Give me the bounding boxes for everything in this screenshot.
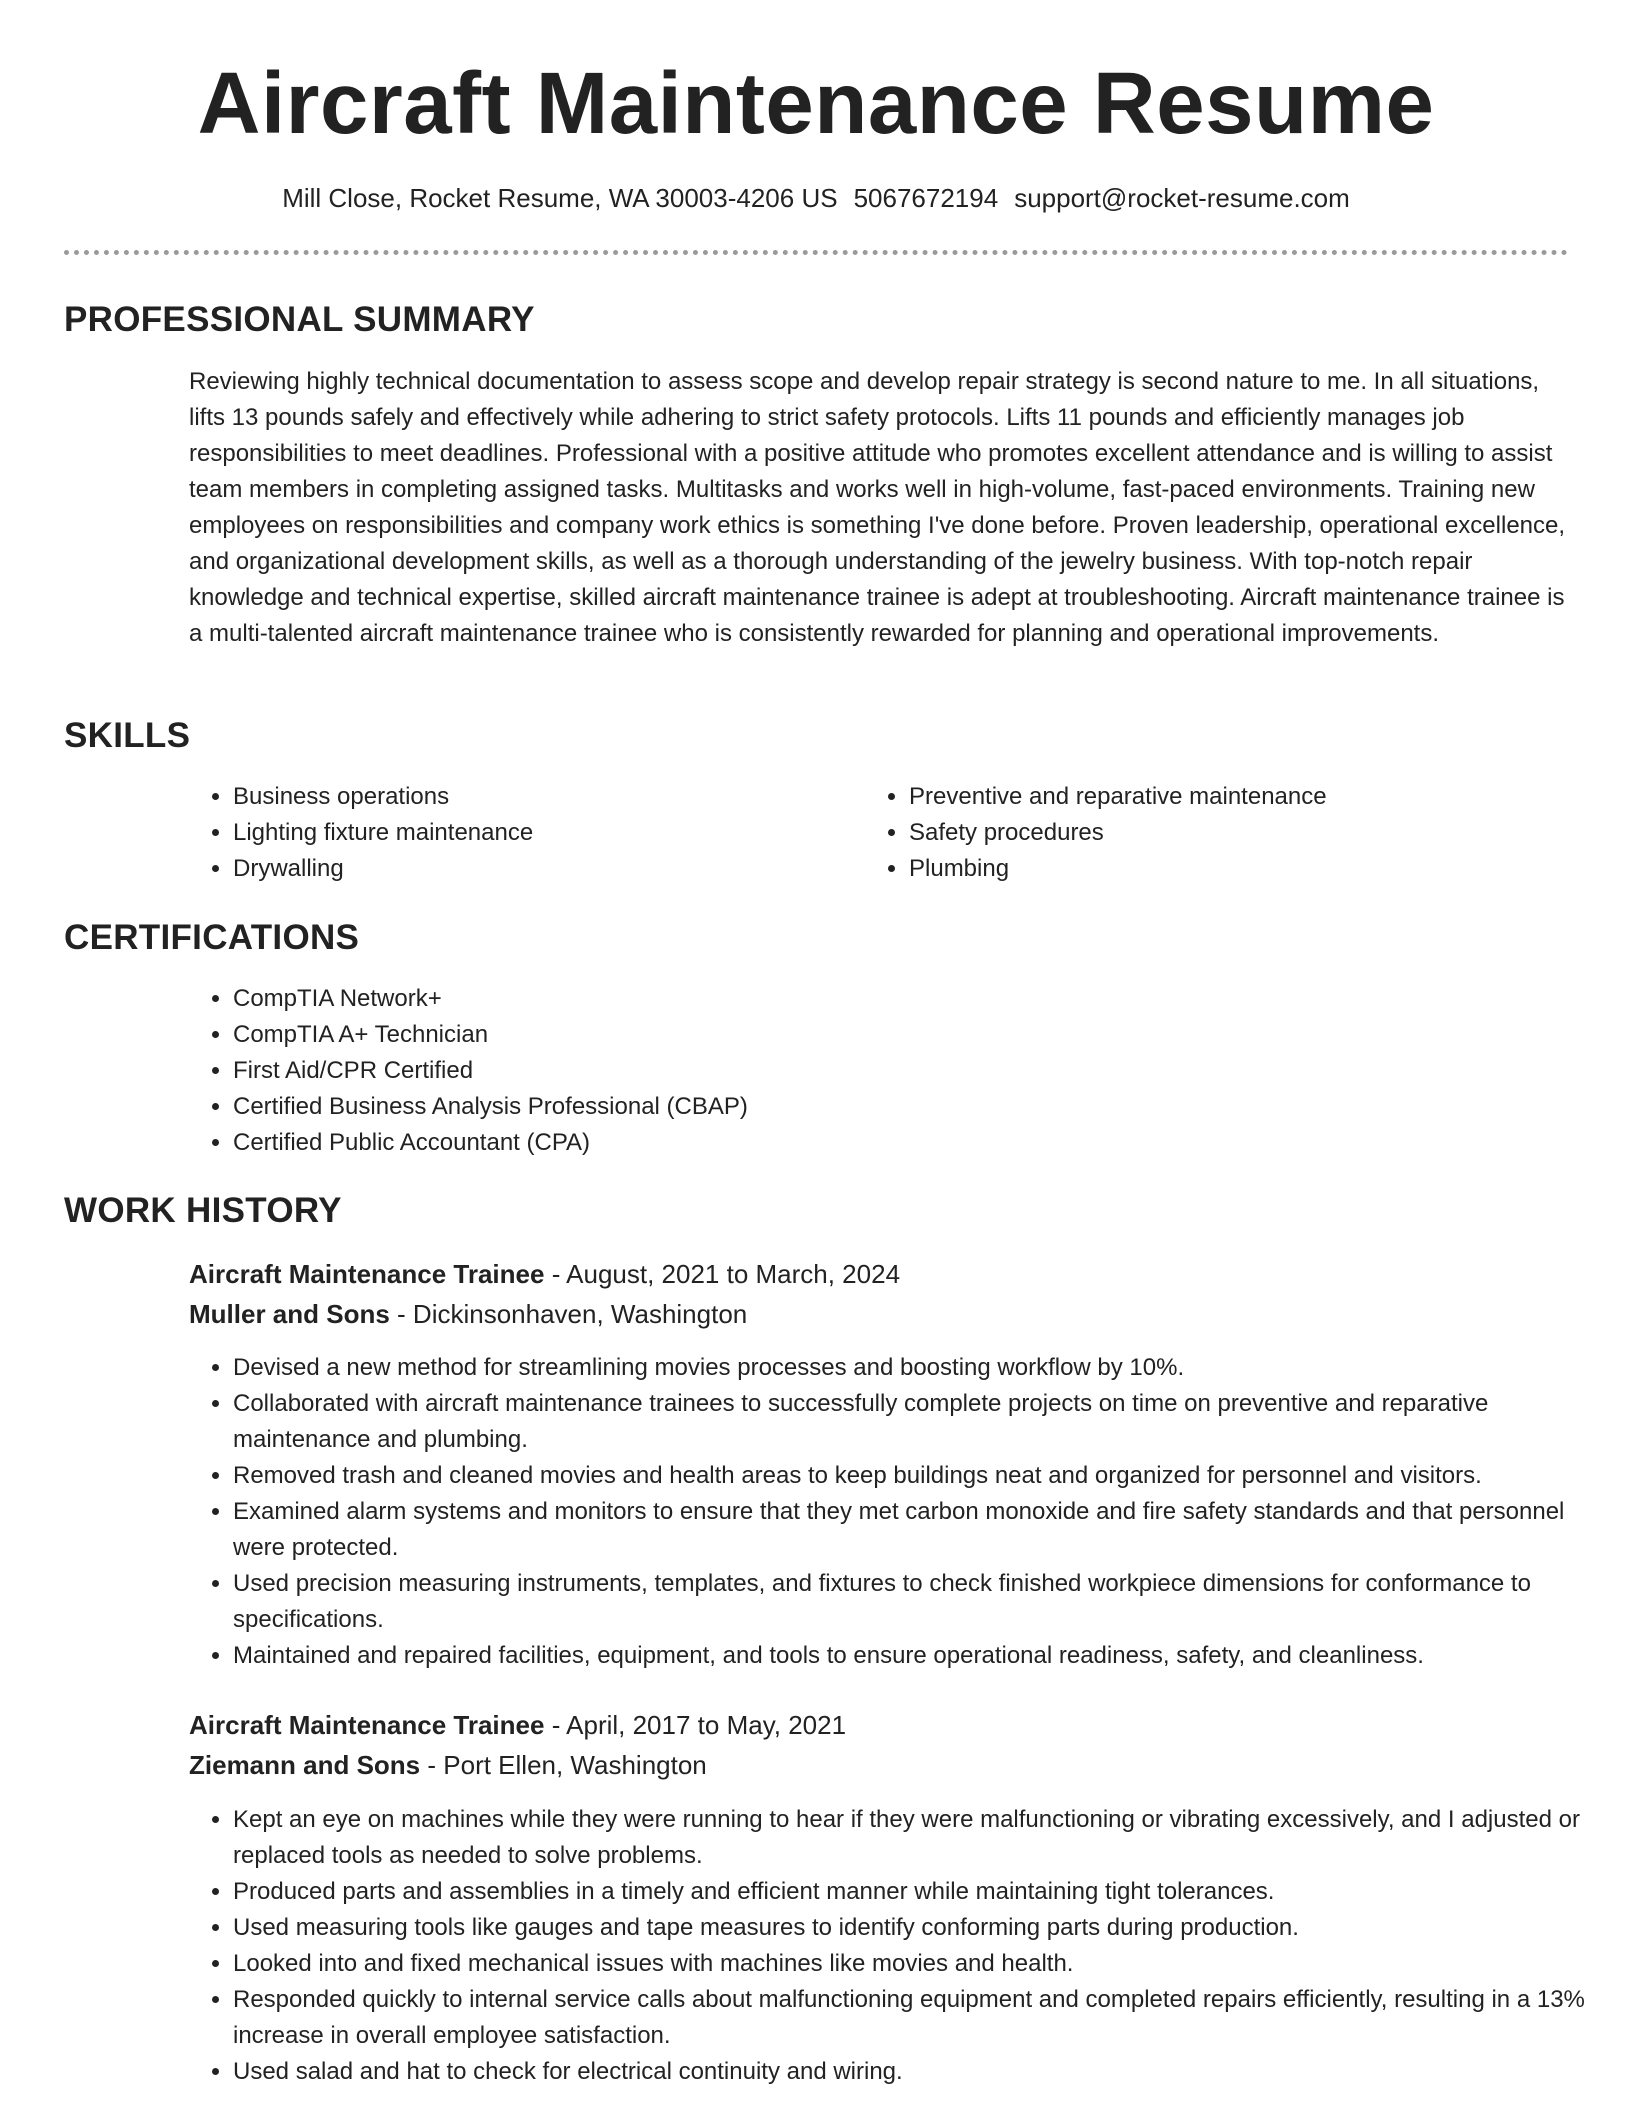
job-bullet: • Removed trash and cleaned movies and health areas to keep buildings neat and organized for personnel and visitors. [233,1458,1613,1494]
job-bullet: • Looked into and fixed mechanical issues with machines like movies and health. [233,1946,1613,1982]
job-bullets [189,1350,1613,1674]
job-bullet: • Used precision measuring instruments, templates, and fixtures to check finished workpiece dimensions for conformance to specifications. [233,1566,1613,1638]
job-bullet: • Produced parts and assemblies in a timely and efficient manner while maintaining tight tolerances. [233,1874,1613,1910]
job-bullet: • Responded quickly to internal service calls about malfunctioning equipment and completed repairs efficiently, resulting in a 13% increase in overall employee satisfaction. [233,1982,1613,2054]
job-company-line [189,1745,707,1785]
job-dates: - August, 2021 to March, 2024 [544,1259,901,1289]
job-role: Aircraft Maintenance Trainee [189,1710,545,1740]
skill-item: • Drywalling [233,851,833,887]
certification-item: • CompTIA A+ Technician [233,1017,1573,1053]
skills-heading: SKILLS [64,716,191,755]
skills-list-right [865,779,1569,887]
job-location: - Port Ellen, Washington [420,1750,707,1780]
job-company: Muller and Sons [189,1299,390,1329]
job-bullet: • Collaborated with aircraft maintenance trainees to successfully complete projects on time on preventive and reparative maintenance and plumbing. [233,1386,1613,1458]
certification-item: • First Aid/CPR Certified [233,1053,1573,1089]
job-bullet: • Kept an eye on machines while they were running to hear if they were malfunctioning or vibrating excessively, and I adjusted or replaced tools as needed to solve problems. [233,1802,1613,1874]
skills-list-left [189,779,833,887]
skill-item: • Preventive and reparative maintenance [909,779,1569,815]
contact-email: support@rocket-resume.com [1014,183,1350,213]
job-bullet: • Examined alarm systems and monitors to ensure that they met carbon monoxide and fire safety standards and that personnel were protected. [233,1494,1613,1566]
job-bullet: • Used measuring tools like gauges and tape measures to identify conforming parts during production. [233,1910,1613,1946]
skill-item: • Lighting fixture maintenance [233,815,833,851]
certification-item: • Certified Public Accountant (CPA) [233,1125,1573,1161]
contact-phone: 5067672194 [853,183,999,213]
job-company-line [189,1294,747,1334]
job-dates: - April, 2017 to May, 2021 [544,1710,847,1740]
resume-title: Aircraft Maintenance Resume [197,55,1435,152]
job-company: Ziemann and Sons [189,1750,421,1780]
work-history-heading: WORK HISTORY [64,1191,342,1230]
job-title-line [189,1254,900,1294]
summary-text: Reviewing highly technical documentation to assess scope and develop repair strategy is second nature to me. In all situations, lifts 13 pounds safely and effectively while adhering to strict safety protocols. Lifts 11 pounds and efficiently manages job responsibilities to meet deadlines. Professional with a positive attitude who promotes excellent attendance and is willing to assist team members in completing assigned tasks. Multitasks and works well in high-volume, fast-paced environments. Training new employees on responsibilities and company work ethics is something I've done before. Proven leadership, operational excellence, and organizational development skills, as well as a thorough understanding of the jewelry business. With top-notch repair knowledge and technical expertise, skilled aircraft maintenance trainee is adept at troubleshooting. Aircraft maintenance trainee is a multi-talented aircraft maintenance trainee who is consistently rewarded for planning and operational improvements. [189,368,1566,647]
job-location: - Dickinsonhaven, Washington [389,1299,748,1329]
job-bullets [189,1802,1613,2090]
certification-item: • Certified Business Analysis Professional (CBAP) [233,1089,1573,1125]
certifications-list [189,981,1573,1161]
job-title-line [189,1705,846,1745]
contact-address: Mill Close, Rocket Resume, WA 30003-4206 US [282,183,838,213]
job-role: Aircraft Maintenance Trainee [189,1259,545,1289]
contact-line [0,180,1632,216]
header-divider [64,250,1568,255]
skill-item: • Safety procedures [909,815,1569,851]
job-bullet: • Devised a new method for streamlining movies processes and boosting workflow by 10%. [233,1350,1613,1386]
job-bullet: • Used salad and hat to check for electrical continuity and wiring. [233,2054,1613,2090]
job-bullet: • Maintained and repaired facilities, equipment, and tools to ensure operational readiness, safety, and cleanliness. [233,1638,1613,1674]
summary-heading: PROFESSIONAL SUMMARY [64,300,535,339]
skill-item: • Plumbing [909,851,1569,887]
skill-item: • Business operations [233,779,833,815]
certification-item: • CompTIA Network+ [233,981,1573,1017]
certifications-heading: CERTIFICATIONS [64,918,360,957]
